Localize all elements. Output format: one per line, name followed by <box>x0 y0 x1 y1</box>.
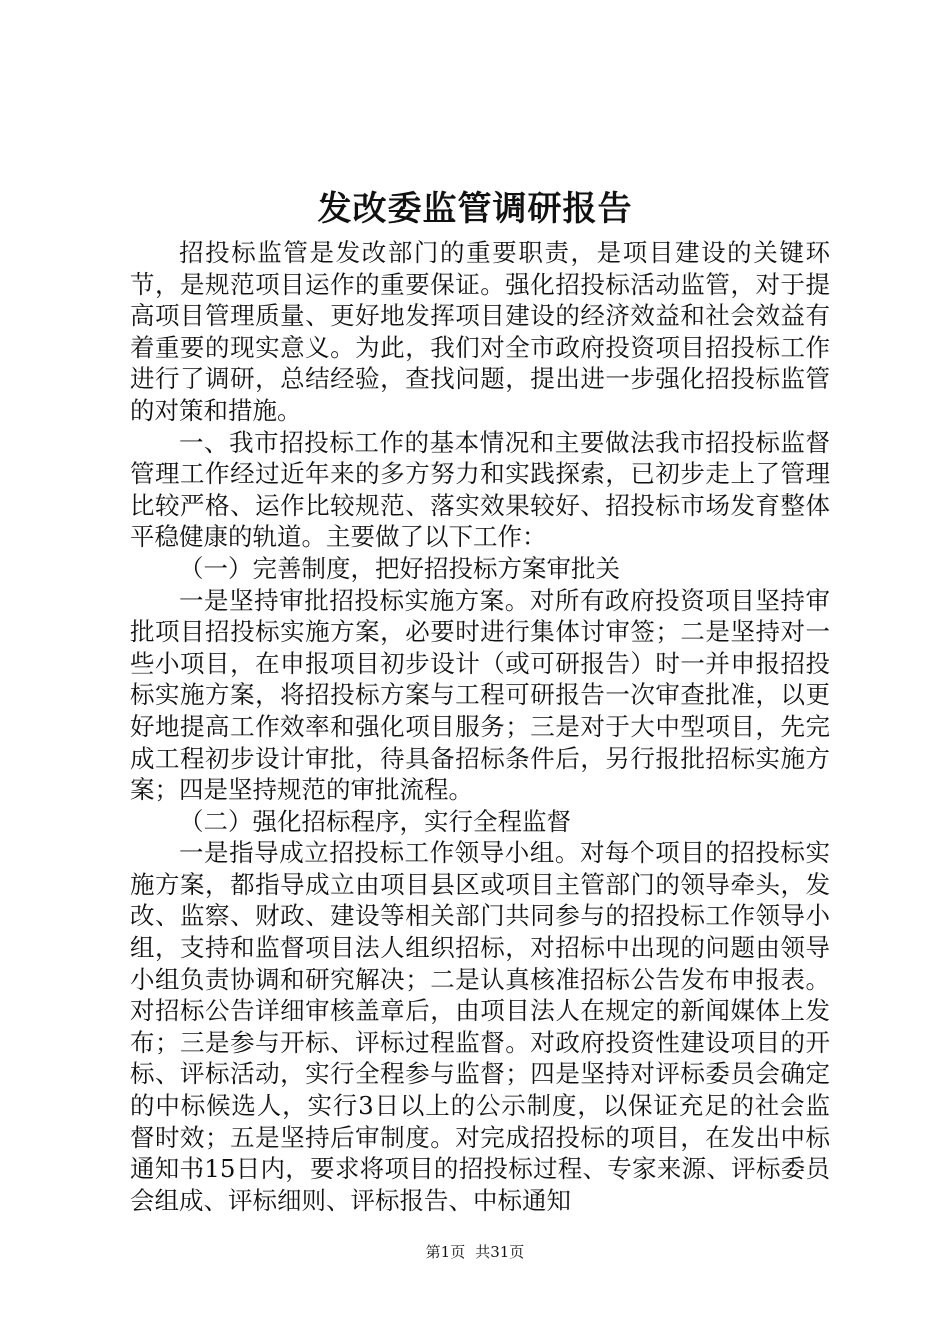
paragraph-subsection-2: 一是指导成立招投标工作领导小组。对每个项目的招投标实施方案，都指导成立由项目县区或项目主管部门的领导牵头，发改、监察、财政、建设等相关部门共同参与的招投标工作领导小组，支持和监督项目法人组织招标，对招标中出现的问题由领导小组负责协调和研究解决；二是认真核准招标公告发布申报表。对招标公告详细审核盖章后，由项目法人在规定的新闻媒体上发布；三是参与开标、评标过程监督。对政府投资性建设项目的开标、评标活动，实行全程参与监督；四是坚持对评标委员会确定的中标候选人，实行3日以上的公示制度，以保证充足的社会监督时效；五是坚持后审制度。对完成招投标的项目，在发出中标通知书15日内，要求将项目的招投标过程、专家来源、评标委员会组成、评标细则、评标报告、中标通知 <box>130 838 830 1215</box>
page-number: 第1页 <box>425 1243 466 1261</box>
page-footer <box>0 1241 950 1263</box>
document-title: 发改委监管调研报告 <box>317 189 633 229</box>
subheading-1: （一）完善制度，把好招投标方案审批关 <box>179 553 620 583</box>
document-body <box>130 237 830 1216</box>
paragraph-intro: 招投标监管是发改部门的重要职责，是项目建设的关键环节，是规范项目运作的重要保证。强化招投标活动监管，对于提高项目管理质量、更好地发挥项目建设的经济效益和社会效益有着重要的现实意义。为此，我们对全市政府投资项目招投标工作进行了调研，总结经验，查找问题，提出进一步强化招投标监管的对策和措施。 <box>130 238 830 425</box>
paragraph-section-1: 一、我市招投标工作的基本情况和主要做法我市招投标监督管理工作经过近年来的多方努力和实践探索，已初步走上了管理比较严格、运作比较规范、落实效果较好、招投标市场发育整体平稳健康的轨道。主要做了以下工作： <box>130 427 830 552</box>
paragraph-subsection-1: 一是坚持审批招投标实施方案。对所有政府投资项目坚持审批项目招投标实施方案，必要时进行集体讨审签；二是坚持对一些小项目，在申报项目初步设计（或可研报告）时一并申报招投标实施方案，将招投标方案与工程可研报告一次审查批准，以更好地提高工作效率和强化项目服务；三是对于大中型项目，先完成工程初步设计审批，待具备招标条件后，另行报批招标实施方案；四是坚持规范的审批流程。 <box>130 585 830 805</box>
page-total: 共31页 <box>475 1243 525 1261</box>
subheading-2: （二）强化招标程序，实行全程监督 <box>179 806 571 836</box>
